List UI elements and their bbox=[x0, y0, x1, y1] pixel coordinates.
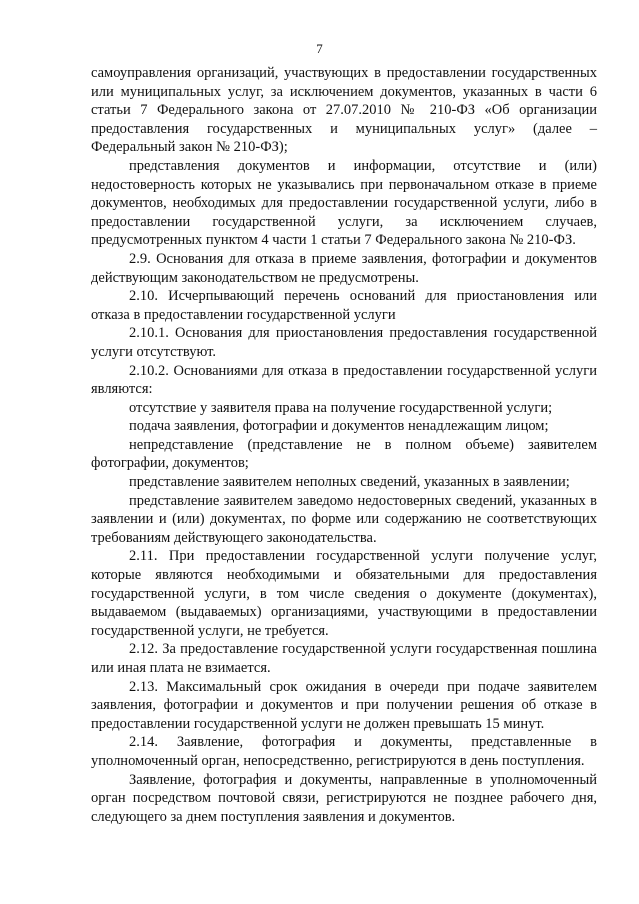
list-item: представление заявителем заведомо недостоверных сведений, указанных в заявлении и (или) документах, по форме или содержанию не соответствующих требованиям действующего законодательства. bbox=[91, 492, 597, 546]
list-item: непредставление (представление не в полном объеме) заявителем фотографии, документов; bbox=[91, 436, 597, 472]
page-number: 7 bbox=[316, 41, 323, 56]
paragraph-2-9: 2.9. Основания для отказа в приеме заявления, фотографии и документов действующим законодательством не предусмотрены. bbox=[91, 250, 597, 286]
paragraph-2-10: 2.10. Исчерпывающий перечень оснований для приостановления или отказа в предоставлении государственной услуги bbox=[91, 288, 597, 323]
paragraph-2-10-2: 2.10.2. Основаниями для отказа в предоставлении государственной услуги являются: bbox=[91, 362, 597, 398]
list-item: отсутствие у заявителя права на получение государственной услуги; bbox=[129, 399, 553, 416]
list-item: представление заявителем неполных сведений, указанных в заявлении; bbox=[129, 474, 570, 491]
list-item: подача заявления, фотографии и документов ненадлежащим лицом; bbox=[129, 418, 549, 435]
paragraph: Заявление, фотография и документы, направленные в уполномоченный орган посредством почтовой связи, регистрируются не позднее рабочего дня, следующего за днем поступления заявления и документов. bbox=[91, 771, 597, 825]
paragraph-continuation: самоуправления организаций, участвующих в предоставлении государственных или муниципальных услуг, за исключением документов, указанных в части 6 статьи 7 Федерального закона от 27.07.2010 № 210-ФЗ «Об организации предоставления государственных и муниципальных услуг» (далее – Федеральный закон № 210-ФЗ); bbox=[91, 65, 597, 156]
paragraph-2-11: 2.11. При предоставлении государственной услуги получение услуг, которые являются необходимыми и обязательными для предоставления государственной услуги, в том числе сведения о документе (документах), выдаваемом (выдаваемых) организациями, участвующими в предоставлении государственной услуги, не требуется. bbox=[91, 548, 597, 639]
paragraph-2-10-1: 2.10.1. Основания для приостановления предоставления государственной услуги отсутствуют. bbox=[91, 325, 597, 360]
paragraph: представления документов и информации, отсутствие и (или) недостоверность которых не указывались при первоначальном отказе в приеме документов, необходимых для предоставлении государственной услуги, либо в предоставлении государственной услуги, за исключением случаев, предусмотренных пунктом 4 части 1 статьи 7 Федерального закона № 210-ФЗ. bbox=[91, 157, 597, 249]
paragraph-2-13: 2.13. Максимальный срок ожидания в очереди при подаче заявителем заявления, фотографии и документов и при получении решения об отказе в предоставлении государственной услуги не должен превышать 15 минут. bbox=[91, 678, 597, 732]
paragraph-2-14: 2.14. Заявление, фотография и документы, представленные в уполномоченный орган, непосредственно, регистрируются в день поступления. bbox=[91, 734, 597, 769]
document-body bbox=[91, 64, 597, 826]
paragraph-2-12: 2.12. За предоставление государственной услуги государственная пошлина или иная плата не взимается. bbox=[91, 641, 597, 676]
